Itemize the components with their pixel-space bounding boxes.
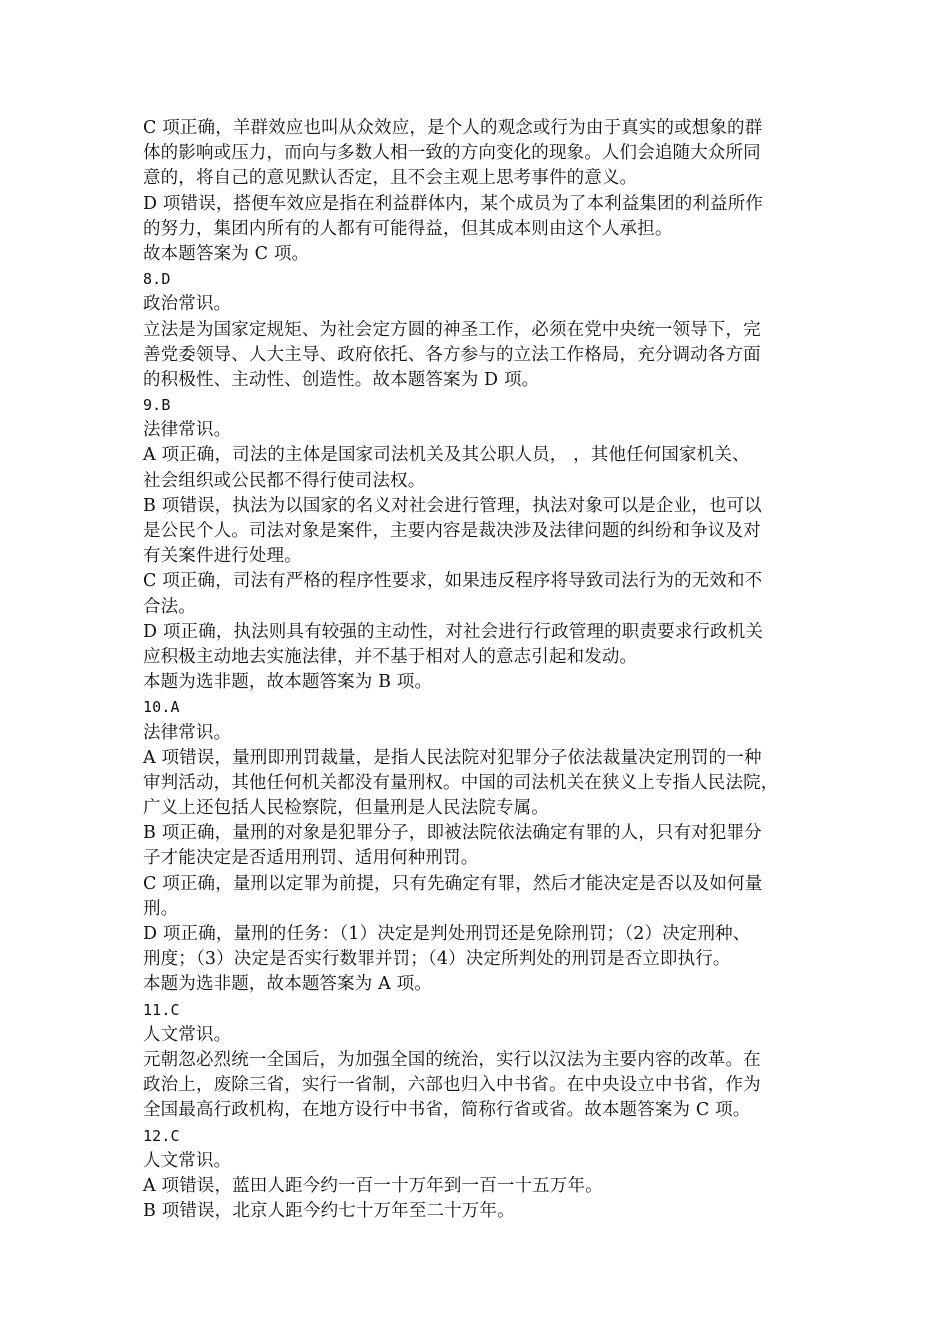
question-number: 9.B xyxy=(143,396,171,415)
text-line: B 项错误，执法为以国家的名义对社会进行管理，执法对象可以是企业，也可以 xyxy=(143,495,762,516)
text-line: 人文常识。 xyxy=(143,1024,232,1045)
question-number: 8.D xyxy=(143,270,171,289)
question-number: 10.A xyxy=(143,698,180,717)
text-line: 体的影响或压力，而向与多数人相一致的方向变化的现象。人们会追随大众所同 xyxy=(143,143,761,164)
text-line: 政治上，废除三省，实行一省制，六部也归入中书省。在中央设立中书省，作为 xyxy=(143,1075,761,1096)
text-line: 善党委领导、人大主导、政府依托、各方参与的立法工作格局，充分调动各方面 xyxy=(143,344,761,365)
text-line: 社会组织或公民都不得行使司法权。 xyxy=(143,470,426,491)
text-line: C 项正确，羊群效应也叫从众效应，是个人的观念或行为由于真实的或想象的群 xyxy=(143,118,763,138)
text-line: C 项正确，司法有严格的程序性要求，如果违反程序将导致司法行为的无效和不 xyxy=(143,571,763,592)
text-line: 本题为选非题，故本题答案为 A 项。 xyxy=(143,974,432,995)
text-line: D 项正确，量刑的任务：（1）决定是判处刑罚还是免除刑罚；（2）决定刑种、 xyxy=(143,924,751,944)
text-line: 的积极性、主动性、创造性。故本题答案为 D 项。 xyxy=(143,369,540,390)
text-line: D 项错误，搭便车效应是指在利益群体内，某个成员为了本利益集团的利益所作 xyxy=(143,193,763,214)
text-line: 法律常识。 xyxy=(143,722,232,743)
text-line: 本题为选非题，故本题答案为 B 项。 xyxy=(143,672,433,693)
text-line: 是公民个人。司法对象是案件，主要内容是裁决涉及法律问题的纠纷和争议及对 xyxy=(143,521,761,541)
text-line: 立法是为国家定规矩、为社会定方圆的神圣工作，必须在党中央统一领导下，完 xyxy=(143,319,761,340)
text-line: 广义上还包括人民检察院，但量刑是人民法院专属。 xyxy=(143,798,549,819)
text-line: 政治常识。 xyxy=(143,294,232,315)
text-line: A 项正确，司法的主体是国家司法机关及其公职人员， ，其他任何国家机关、 xyxy=(143,445,750,466)
text-line: 意的，将自己的意见默认否定，且不会主观上思考事件的意义。 xyxy=(143,168,638,189)
text-line: 子才能决定是否适用刑罚、适用何种刑罚。 xyxy=(143,848,479,869)
text-line: A 项错误，蓝田人距今约一百一十万年到一百一十五万年。 xyxy=(143,1175,603,1196)
text-line: 有关案件进行处理。 xyxy=(143,546,302,567)
text-line: 法律常识。 xyxy=(143,420,232,441)
text-line: A 项错误，量刑即刑罚裁量，是指人民法院对犯罪分子依法裁量决定刑罚的一种 xyxy=(143,747,762,768)
text-line: 刑度；（3）决定是否实行数罪并罚；（4）决定所判处的刑罚是否立即执行。 xyxy=(143,949,731,970)
document-page xyxy=(143,116,815,1224)
text-line: B 项错误，北京人距今约七十万年至二十万年。 xyxy=(143,1201,515,1222)
text-line: 故本题答案为 C 项。 xyxy=(143,243,310,264)
text-line: C 项正确，量刑以定罪为前提，只有先确定有罪，然后才能决定是否以及如何量 xyxy=(143,873,763,894)
text-line: 审判活动，其他任何机关都没有量刑权。中国的司法机关在狭义上专指人民法院， xyxy=(143,772,779,793)
question-number: 11.C xyxy=(143,1000,180,1019)
text-line: D 项正确，执法则具有较强的主动性，对社会进行行政管理的职责要求行政机关 xyxy=(143,621,763,642)
text-line: 合法。 xyxy=(143,596,196,617)
text-line: 应积极主动地去实施法律，并不基于相对人的意志引起和发动。 xyxy=(143,646,638,667)
text-line: 元朝忽必烈统一全国后，为加强全国的统治，实行以汉法为主要内容的改革。在 xyxy=(143,1049,761,1070)
text-line: 人文常识。 xyxy=(143,1150,232,1171)
text-line: 的努力，集团内所有的人都有可能得益，但其成本则由这个人承担。 xyxy=(143,218,673,239)
text-line: B 项正确，量刑的对象是犯罪分子，即被法院依法确定有罪的人，只有对犯罪分 xyxy=(143,823,762,844)
question-number: 12.C xyxy=(143,1126,180,1145)
text-line: 刑。 xyxy=(143,898,179,919)
text-line: 全国最高行政机构，在地方设行中书省，简称行省或省。故本题答案为 C 项。 xyxy=(143,1100,751,1121)
